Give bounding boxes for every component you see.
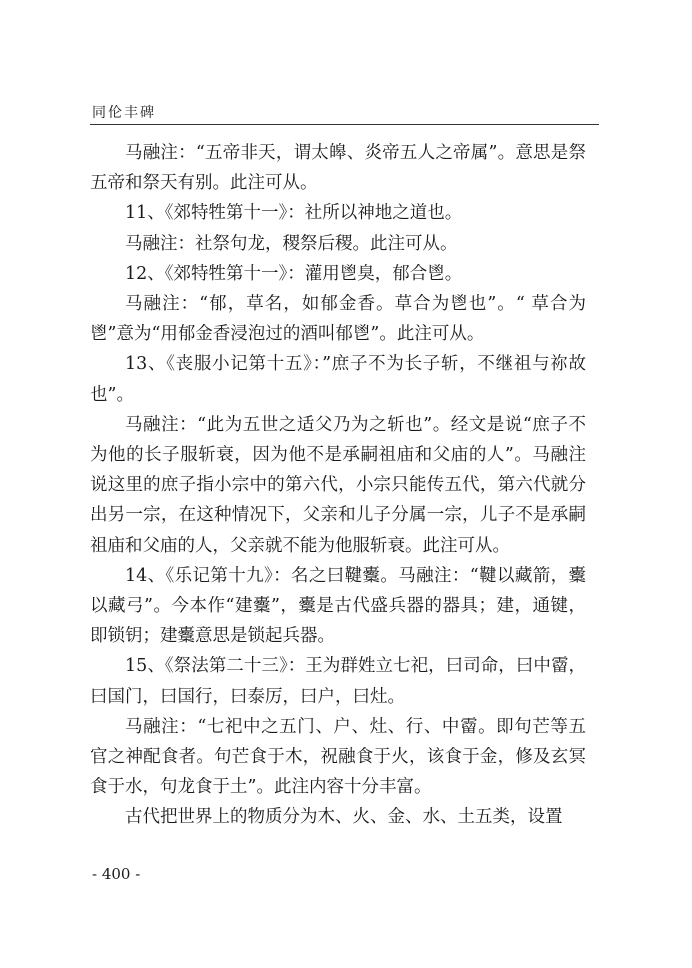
paragraph: 马融注：“此为五世之适父乃为之斩也”。经文是说“庶子不为他的长子服斩衰，因为他不是承嗣祖庙和父庙的人”。马融注说这里的庶子指小宗中的第六代，小宗只能传五代，第六代就分出另一宗，在这种情况下，父亲和儿子分属一宗，儿子不是承嗣祖庙和父庙的人，父亲就不能为他服斩衰。此注可从。 bbox=[90, 414, 586, 556]
paragraph: 15、《祭法第二十三》：王为群姓立七祀，曰司命，曰中霤，曰国门，曰国行，曰泰厉，曰户，曰灶。 bbox=[90, 656, 586, 707]
paragraph: 马融注：“郁，草名，如郁金香。草合为鬯也”。“ 草合为鬯”意为“用郁金香浸泡过的酒叫郁鬯”。此注可从。 bbox=[90, 294, 586, 345]
paragraph: 14、《乐记第十九》：名之曰鞬櫜。马融注：“鞬以藏箭，櫜以藏弓”。今本作“建櫜”，櫜是古代盛兵器的器具；建，通键，即锁钥；建櫜意思是锁起兵器。 bbox=[90, 565, 586, 647]
body-text bbox=[90, 138, 586, 833]
paragraph: 古代把世界上的物质分为木、火、金、水、土五类，设置 bbox=[125, 807, 563, 828]
paragraph: 12、《郊特牲第十一》：灌用鬯臭，郁合鬯。 bbox=[125, 263, 463, 284]
paragraph: 马融注：社祭句龙，稷祭后稷。此注可从。 bbox=[125, 233, 458, 254]
paragraph: 马融注：“七祀中之五门、户、灶、行、中霤。即句芒等五官之神配食者。句芒食于木，祝融食于火，该食于金，修及玄冥食于水，句龙食于土”。此注内容十分丰富。 bbox=[90, 716, 586, 798]
paragraph: 13、《丧服小记第十五》：”庶子不为长子斩，不继祖与祢故也”。 bbox=[90, 354, 586, 405]
paragraph: 11、《郊特牲第十一》：社所以神地之道也。 bbox=[125, 203, 463, 224]
header-rule bbox=[90, 124, 599, 125]
running-header: 同伦丰碑 bbox=[92, 105, 156, 121]
paragraph: 马融注：“五帝非天，谓太皞、炎帝五人之帝属”。意思是祭五帝和祭天有别。此注可从。 bbox=[90, 143, 586, 194]
page-number: - 400 - bbox=[92, 865, 141, 883]
